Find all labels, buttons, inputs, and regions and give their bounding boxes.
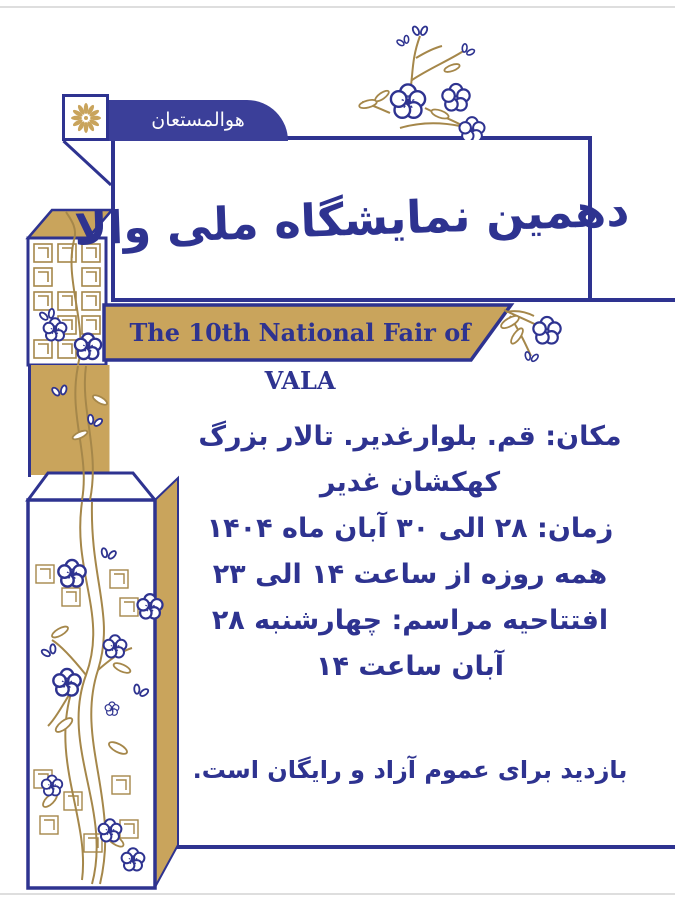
- title-box: [73, 136, 630, 302]
- poster-top-edge: [0, 6, 675, 8]
- bismillah-banner: [108, 100, 288, 141]
- blossom-branch-top: [330, 18, 570, 140]
- detail-hours: همه روزه از ساعت ۱۴ الی ۲۳: [212, 559, 608, 590]
- title-box-rule-extension: [590, 298, 675, 302]
- title-calligraphy: دهمین نمایشگاه ملی والا: [73, 182, 630, 256]
- detail-location-2: کهکشان غدیر: [319, 467, 501, 498]
- detail-dates: زمان: ۲۸ الی ۳۰ آبان ماه ۱۴۰۴: [206, 513, 614, 544]
- rosette-icon: [69, 101, 103, 135]
- event-details: [155, 414, 665, 690]
- english-title: The 10th National Fair of VALA: [129, 318, 471, 395]
- ribbon-fold: [58, 136, 116, 190]
- detail-location-1: مکان: قم. بلوارغدیر. تالار بزرگ: [198, 421, 622, 452]
- detail-opening-2: آبان ساعت ۱۴: [315, 651, 505, 682]
- free-admission-note: بازدید برای عموم آزاد و رایگان است.: [192, 756, 628, 784]
- bismillah-badge: [62, 94, 109, 141]
- bismillah-text: هوالمستعان: [151, 109, 245, 131]
- detail-opening-1: افتتاحیه مراسم: چهارشنبه ۲۸: [211, 605, 609, 636]
- blossom-cluster-right: [486, 300, 576, 372]
- baseline-rule: [174, 845, 675, 849]
